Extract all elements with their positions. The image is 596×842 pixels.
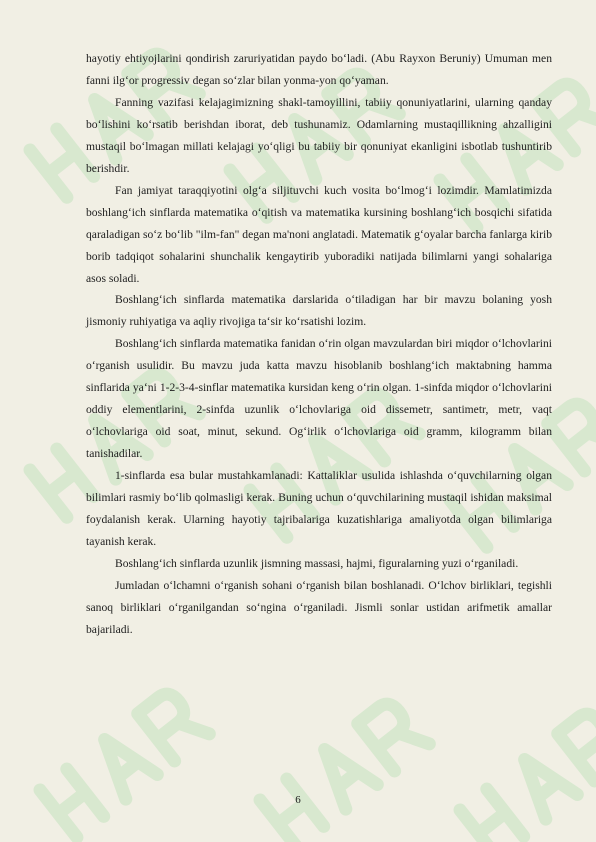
- document-body: [86, 48, 552, 641]
- paragraph: Boshlangʻich sinflarda matematika darslarida oʻtiladigan har bir mavzu bolaning yosh jismoniy ruhiyatiga va aqliy rivojiga taʻsir koʻrsatishi lozim.: [86, 293, 552, 329]
- paragraph: 1-sinflarda esa bular mustahkamlanadi: Kattaliklar usulida ishlashda oʻquvchilarning olgan bilimlari rasmiy boʻlib qolmasligi kerak. Buning uchun oʻquvchilarining mustaqil ishidan maksimal foydalanish kerak. Ularning hayotiy tajribalariga kuzatishlariga amaliyotda olgan bilimlariga tayanish kerak.: [86, 469, 552, 548]
- paragraph: Boshlangʻich sinflarda matematika fanidan oʻrin olgan mavzulardan biri miqdor oʻlchovlarini oʻrganish usulidir. Bu mavzu juda katta mavzu hisoblanib boshlangʻich maktabning hamma sinflarida yaʻni 1-2-3-4-sinflar matematika kursidan keng oʻrin olgan. 1-sinfda miqdor oʻlchovlarini oddiy elementlarini, 2-sinfda uzunlik oʻlchovlariga oid dissemetr, santimetr, metr, vaqt oʻlchovlariga oid soat, minut, sekund. Ogʻirlik oʻlchovlariga oid gramm, kilogramm bilan tanishadilar.: [86, 337, 552, 461]
- paragraph: Fan jamiyat taraqqiyotini olgʻa siljituvchi kuch vosita boʻlmogʻi lozimdir. Mamlatimizda boshlangʻich sinflarda matematika oʻqitish va matematika kursining boshlangʻich bosqichi sifatida qaraladigan soʻz boʻlib "ilm-fan" degan ma'noni anglatadi. Matematik gʻoyalar barcha fanlarga kirib borib tadqiqot sohalarini shunchalik kengaytirib yuboradiki natijada bilimlarni yangi sohalariga asos soladi.: [86, 183, 552, 285]
- watermark-mark: [260, 697, 429, 842]
- watermark-mark: [40, 687, 209, 838]
- watermark-mark: [460, 707, 596, 842]
- page-number: 6: [295, 794, 301, 806]
- paragraph-continuation: hayotiy ehtiyojlarini qondirish zaruriyatidan paydo boʻladi. (Abu Rayxon Beruniy) Umuman men fanni ilgʻor progressiv degan soʻzlar bilan yonma-yon qoʻyaman.: [86, 52, 552, 87]
- paragraph: Jumladan oʻlchamni oʻrganish sohani oʻrganish bilan boshlanadi. Oʻlchov birliklari, tegishli sanoq birliklari oʻrganilgandan soʻngina oʻrganiladi. Jismli sonlar ustidan arifmetik amallar bajariladi.: [86, 578, 552, 636]
- paragraph: Fanning vazifasi kelajagimizning shakl-tamoyillini, tabiiy qonuniyatlarini, ularning qanday boʻlishini koʻrsatib berishdan iborat, deb tushunamiz. Odamlarning mustaqillikning ahzalligini mustaqil boʻlmagan millati kelajagi yoʻqligi bu tabiiy bir qonuniyat ekanligini isbotlab tushuntirib berishdir.: [86, 95, 552, 175]
- paragraph: Boshlangʻich sinflarda uzunlik jismning massasi, hajmi, figuralarning yuzi oʻrganiladi.: [115, 556, 519, 570]
